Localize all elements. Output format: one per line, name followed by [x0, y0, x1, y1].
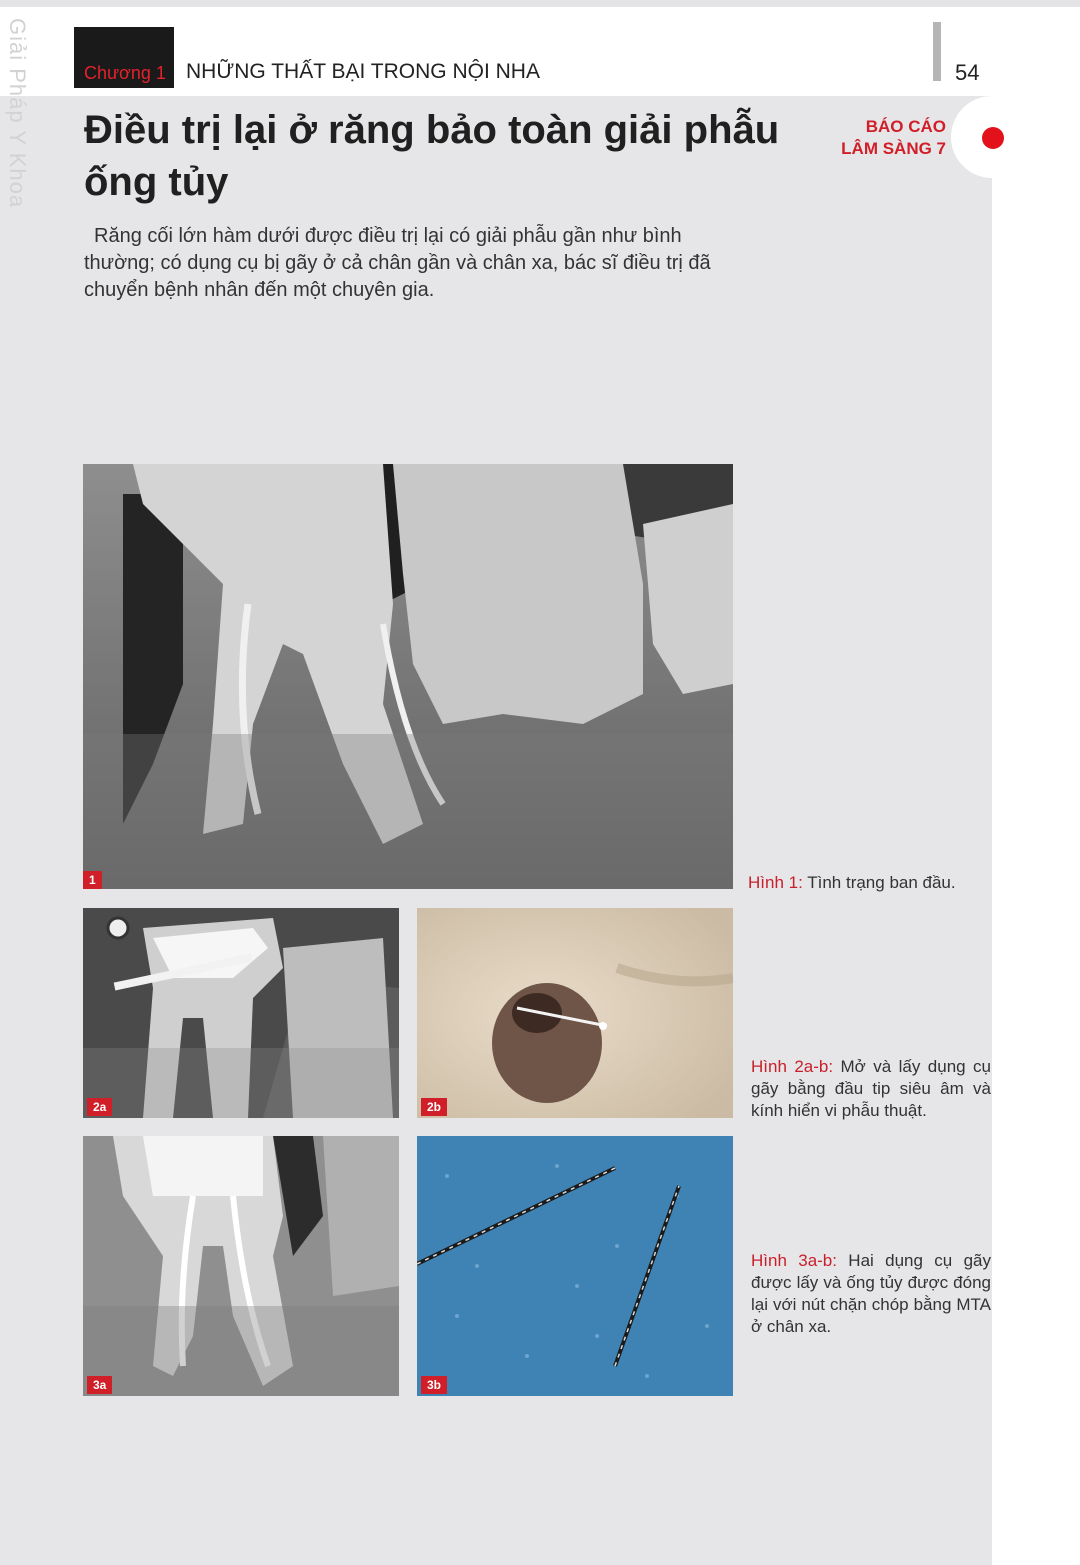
caption-text: Mở và lấy dụng cụ gãy bằng đầu tip siêu âm và kính hiển vi phẫu thuật.	[751, 1057, 991, 1120]
figure-tag: 2a	[87, 1098, 112, 1116]
side-brand: Giải Pháp Y Khoa	[5, 18, 30, 209]
chapter-label: Chương 1	[84, 63, 166, 83]
article-title: Điều trị lại ở răng bảo toàn giải phẫu ống tủy	[84, 108, 780, 204]
caption-figure-1	[748, 872, 988, 894]
caption-figure-2	[751, 1056, 991, 1122]
caption-label: Hình 3a-b:	[751, 1251, 837, 1270]
figure-3b-instruments	[417, 1136, 733, 1396]
figure-tag: 3b	[421, 1376, 447, 1394]
page-number: 54	[955, 60, 980, 85]
figure-3a-radiograph	[83, 1136, 399, 1396]
caption-label: Hình 1:	[748, 873, 803, 892]
top-strip	[0, 0, 1080, 7]
case-badge-line1: BÁO CÁO	[865, 117, 946, 136]
caption-text: Hai dụng cụ gãy được lấy và ống tủy được đóng lại với nút chặn chóp bằng MTA ở chân xa.	[751, 1251, 991, 1336]
figure-2b-microscope	[417, 908, 733, 1118]
case-badge	[806, 116, 946, 160]
caption-label: Hình 2a-b:	[751, 1057, 834, 1076]
caption-text: Tình trạng ban đầu.	[802, 873, 956, 892]
case-dot-icon	[982, 127, 1004, 149]
figure-tag: 3a	[87, 1376, 112, 1394]
figure-2a-radiograph	[83, 908, 399, 1118]
figure-1-radiograph	[83, 464, 733, 889]
case-badge-line2: LÂM SÀNG 7	[841, 139, 946, 158]
caption-figure-3	[751, 1250, 991, 1338]
figure-tag: 1	[83, 871, 102, 889]
figure-tag: 2b	[421, 1098, 447, 1116]
article-intro: Răng cối lớn hàm dưới được điều trị lại có giải phẫu gần như bình thường; có dụng cụ bị gãy ở cả chân gần và chân xa, bác sĩ điều trị đã chuyển bệnh nhân đến một chuyên gia.	[84, 225, 711, 301]
chapter-title: NHỮNG THẤT BẠI TRONG NỘI NHA	[186, 60, 540, 83]
page-bar	[933, 22, 941, 81]
